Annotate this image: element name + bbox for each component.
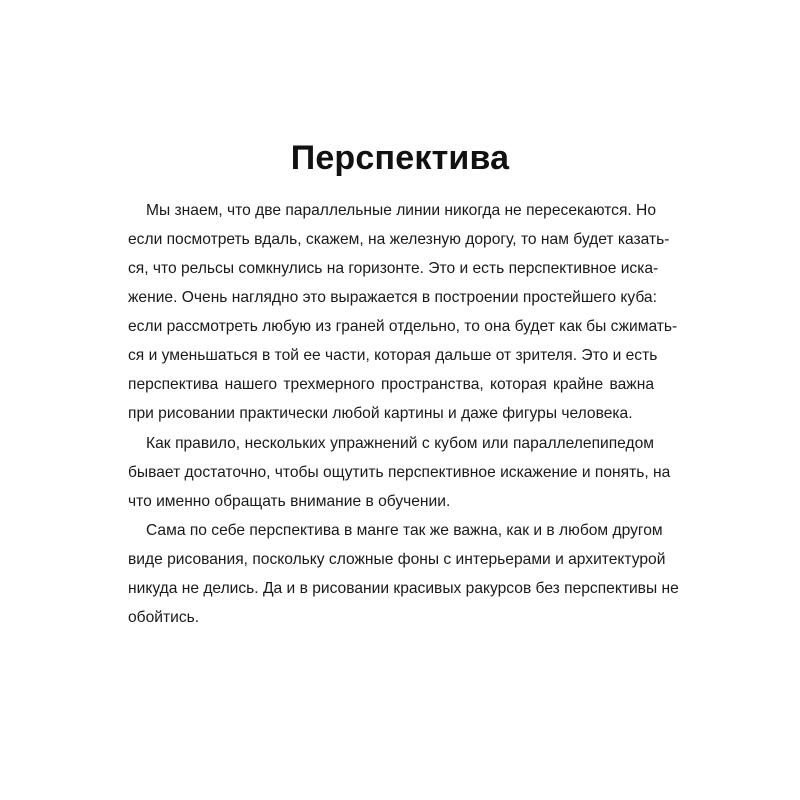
text-line: при рисовании практически любой картины и даже фигуры человека. xyxy=(128,405,633,422)
text-line: жение. Очень наглядно это выражается в построении простейшего куба: xyxy=(128,289,657,306)
text-line: перспектива нашего трехмерного пространства, которая крайне важна xyxy=(128,376,654,393)
text-line: Сама по себе перспектива в манге так же важна, как и в любом другом xyxy=(146,522,663,539)
text-line: если рассмотреть любую из граней отдельно, то она будет как бы сжимать- xyxy=(128,318,678,335)
text-line: Мы знаем, что две параллельные линии никогда не пересекаются. Но xyxy=(146,202,656,219)
text-line: если посмотреть вдаль, скажем, на железную дорогу, то нам будет казать- xyxy=(128,231,670,248)
text-line: ся и уменьшаться в той ее части, которая дальше от зрителя. Это и есть xyxy=(128,347,658,364)
page-title: Перспектива xyxy=(290,139,510,177)
text-line: Как правило, нескольких упражнений с кубом или параллелепипедом xyxy=(146,435,654,452)
text-line: виде рисования, поскольку сложные фоны с интерьерами и архитектурой xyxy=(128,551,666,568)
text-line: бывает достаточно, чтобы ощутить перспективное искажение и понять, на xyxy=(128,464,671,481)
text-line: никуда не делись. Да и в рисовании красивых ракурсов без перспективы не xyxy=(128,580,679,597)
text-line: ся, что рельсы сомкнулись на горизонте. Это и есть перспективное иска- xyxy=(128,260,659,277)
text-line: обойтись. xyxy=(128,609,200,626)
text-line: что именно обращать внимание в обучении. xyxy=(128,493,451,510)
